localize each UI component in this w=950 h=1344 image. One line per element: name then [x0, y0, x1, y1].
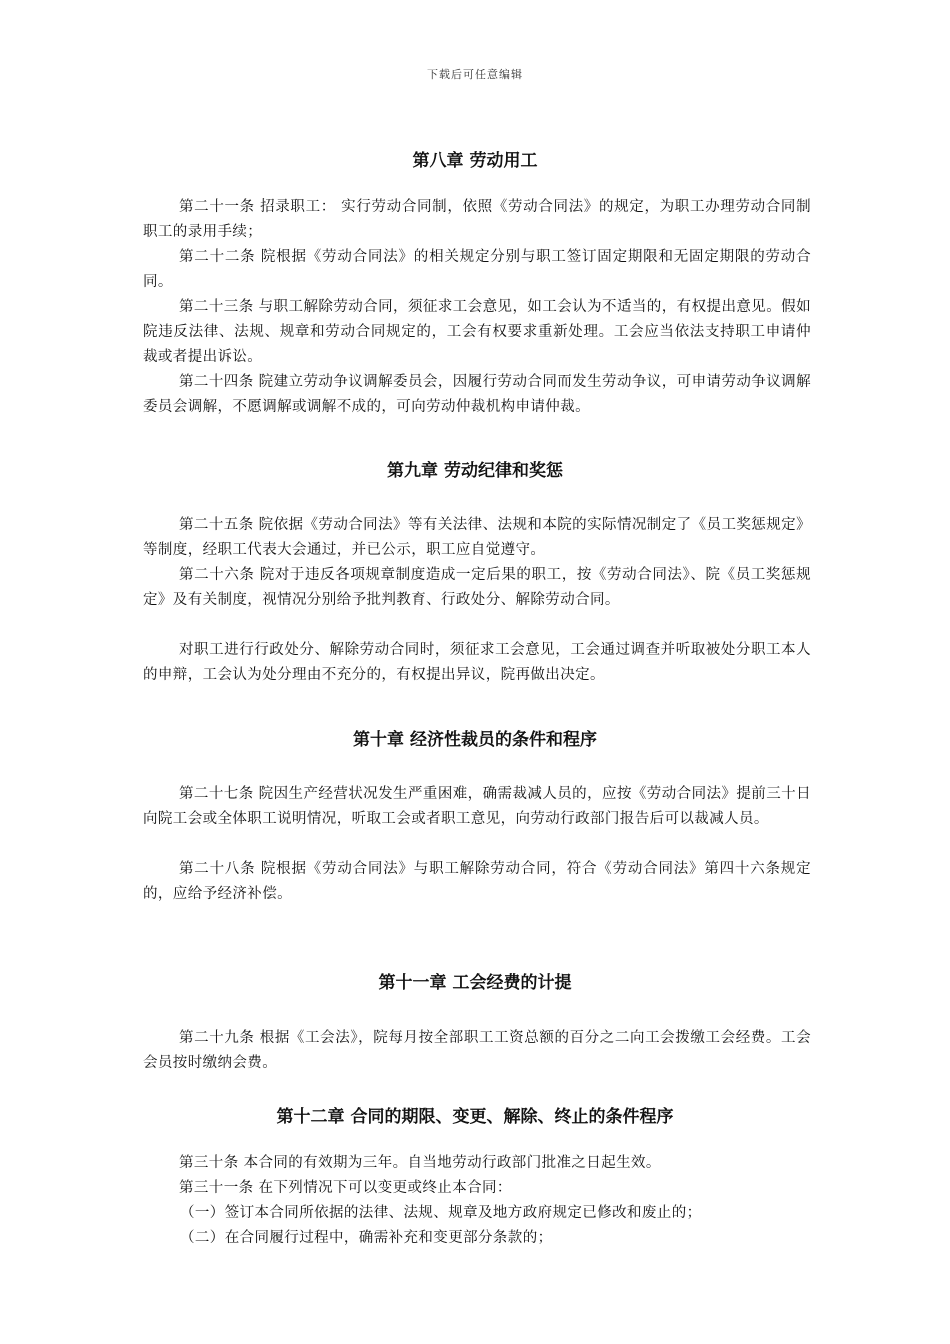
chapter-8-title: 第八章 劳动用工	[412, 151, 538, 171]
chapter-11-title: 第十一章 工会经费的计提	[378, 973, 572, 993]
article-28: 第二十八条 院根据《劳动合同法》与职工解除劳动合同，符合《劳动合同法》第四十六条规定的，应给予经济补偿。	[143, 861, 811, 902]
article-23: 第二十三条 与职工解除劳动合同，须征求工会意见，如工会认为不适当的，有权提出意见。假如院违反法律、法规、规章和劳动合同规定的，工会有权要求重新处理。工会应当依法支持职工申请仲裁或者提出诉讼。	[143, 299, 811, 365]
chapter-12-title: 第十二章 合同的期限、变更、解除、终止的条件程序	[276, 1107, 674, 1127]
article-25: 第二十五条 院依据《劳动合同法》等有关法律、法规和本院的实际情况制定了《员工奖惩规定》等制度，经职工代表大会通过，并已公示，职工应自觉遵守。	[143, 517, 811, 558]
article-30: 第三十条 本合同的有效期为三年。自当地劳动行政部门批准之日起生效。	[179, 1155, 661, 1171]
article-26: 第二十六条 院对于违反各项规章制度造成一定后果的职工，按《劳动合同法》、院《员工奖惩规定》及有关制度，视情况分别给予批判教育、行政处分、解除劳动合同。	[143, 567, 811, 608]
list-item-1: （一）签订本合同所依据的法律、法规、规章及地方政府规定已修改和废止的；	[180, 1205, 702, 1221]
article-24: 第二十四条 院建立劳动争议调解委员会，因履行劳动合同而发生劳动争议，可申请劳动争议调解委员会调解，不愿调解或调解不成的，可向劳动仲裁机构申请仲裁。	[143, 374, 811, 415]
article-27: 第二十七条 院因生产经营状况发生严重困难，确需裁减人员的，应按《劳动合同法》提前三十日向院工会或全体职工说明情况，听取工会或者职工意见，向劳动行政部门报告后可以裁减人员。	[143, 786, 811, 827]
chapter-9-title: 第九章 劳动纪律和奖惩	[387, 461, 563, 481]
article-31: 第三十一条 在下列情况下可以变更或终止本合同：	[179, 1180, 512, 1196]
page-header: 下载后可任意编辑	[427, 68, 523, 81]
article-26-paragraph-2: 对职工进行行政处分、解除劳动合同时，须征求工会意见，工会通过调查并听取被处分职工本人的申辩，工会认为处分理由不充分的，有权提出异议，院再做出决定。	[143, 642, 811, 683]
chapter-10-title: 第十章 经济性裁员的条件和程序	[353, 730, 597, 750]
article-22: 第二十二条 院根据《劳动合同法》的相关规定分别与职工签订固定期限和无固定期限的劳动合同。	[143, 249, 811, 290]
article-29: 第二十九条 根据《工会法》，院每月按全部职工工资总额的百分之二向工会拨缴工会经费。工会会员按时缴纳会费。	[143, 1030, 811, 1071]
list-item-2: （二）在合同履行过程中，确需补充和变更部分条款的；	[180, 1230, 553, 1246]
article-21: 第二十一条 招录职工： 实行劳动合同制，依照《劳动合同法》的规定，为职工办理劳动合同制职工的录用手续；	[143, 199, 811, 240]
